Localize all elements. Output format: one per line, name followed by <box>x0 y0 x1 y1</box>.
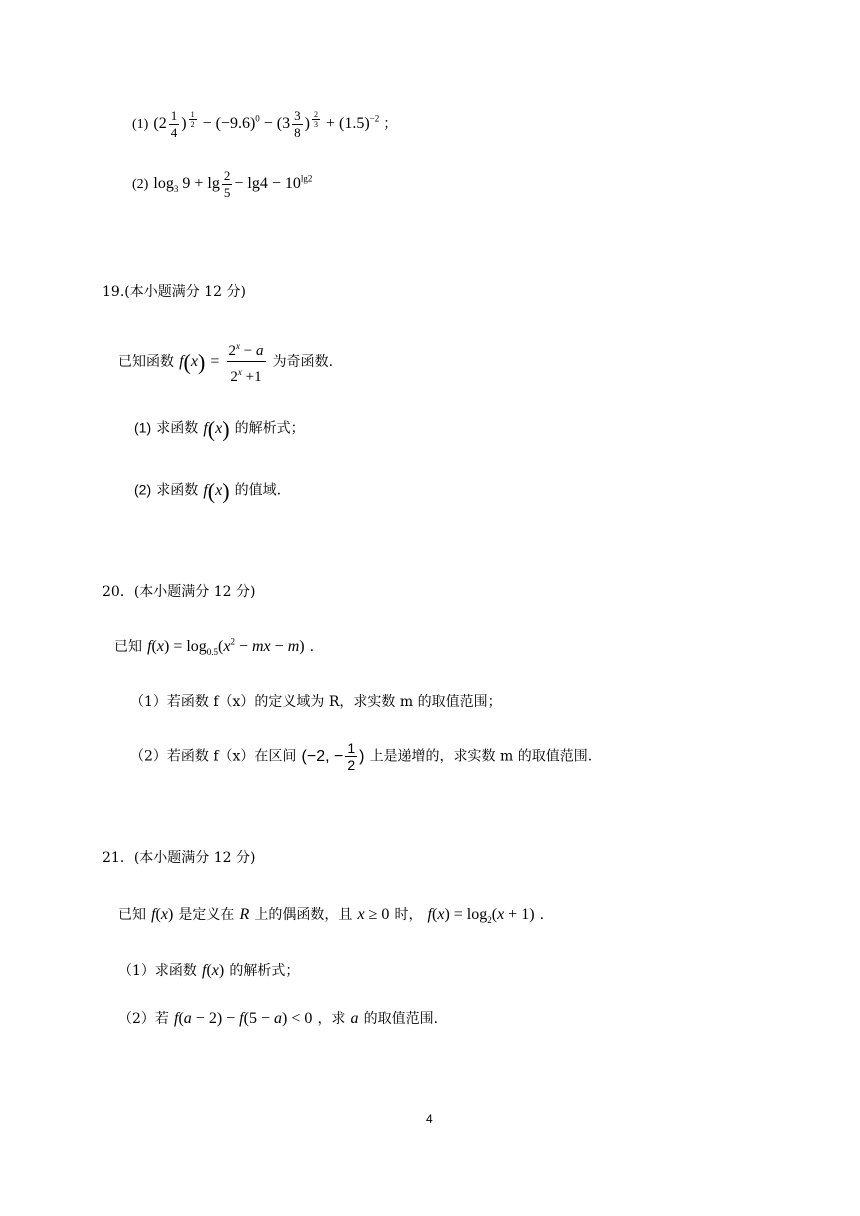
q21-condition: x ≥ 0 <box>357 906 390 923</box>
q19-part1-text-pre: 求函数 <box>156 420 199 437</box>
q20-heading: 20．(本小题满分 12 分) <box>102 584 256 600</box>
q18-part1-semicolon: ； <box>383 116 398 133</box>
q18-part2-expression: $\log_3 9 + \lg$ $\frac{2}{5}$ − $\lg 4 - 10^{lg2}$ <box>153 168 313 200</box>
q21-part2 <box>118 1008 438 1029</box>
q19-part1-f: f(x) <box>203 416 230 441</box>
q18-part2-label: (2) <box>132 177 149 193</box>
q21-part1-pre: （1）求函数 <box>118 963 197 979</box>
q21-set-R: R <box>239 906 250 923</box>
q19-part2-f: f(x) <box>203 478 230 503</box>
q19-part2 <box>134 478 281 504</box>
q20-part1: （1）若函数 f（x）的定义域为 R，求实数 m 的取值范围； <box>130 694 502 710</box>
q21-part1 <box>118 960 299 981</box>
q21-part2-post: 的取值范围. <box>363 1011 439 1027</box>
q21-intro-end: . <box>539 907 545 923</box>
q18-part1 <box>132 108 397 141</box>
q21-definition: $f(x) = \log_2(x + 1)$ <box>427 906 535 926</box>
q19-part1 <box>134 416 305 442</box>
q21-variable-a: a <box>350 1010 359 1027</box>
q21-inequality: f(a − 2) − f(5 − a) < 0 <box>174 1010 313 1027</box>
q20-intro-post: . <box>309 639 315 655</box>
q19-part1-label: (1) <box>134 419 152 436</box>
q18-part2 <box>132 168 312 201</box>
q20-interval: (−2, − $\frac{1}{2}$ ) <box>301 740 365 773</box>
q21-part2-mid: ，求 <box>317 1011 346 1027</box>
q20-intro-pre: 已知 <box>114 639 142 655</box>
q19-intro-pre: 已知函数 <box>118 354 174 370</box>
q19-intro: 已知函数 f(x) = $\frac{2^x - a}{2^x +1}$ 为奇函数. <box>118 336 333 387</box>
q19-function-f: f(x) <box>179 349 206 375</box>
q21-part2-pre: （2）若 <box>118 1011 169 1027</box>
q21-fx: f(x) <box>151 906 174 923</box>
q18-part1-label: (1) <box>132 117 149 133</box>
q20-part2-post: 上是递增的，求实数 m 的取值范围. <box>369 748 593 765</box>
q21-intro <box>118 904 544 925</box>
q21-intro-text-d: 时， <box>394 907 423 923</box>
q21-part1-fx: f(x) <box>202 962 225 979</box>
q20-part2 <box>130 740 592 773</box>
q20-part2-pre: （2）若函数 f（x）在区间 <box>130 748 297 765</box>
q19-part2-label: (2) <box>134 481 152 498</box>
q20-intro <box>114 636 314 657</box>
page-number: 4 <box>426 1112 433 1126</box>
q18-part1-expression: (2 $\frac{1}{4}$ ) $^{\frac{1}{2}}$ − $(-9.6)^0 - (3$ $\frac{3}{8}$ ) $^{\frac{2}{3}}$ + $(1.5)^{-2}$ <box>153 108 380 140</box>
q20-function-def: $f(x) = \log_{0.5}(x^2$ − mx − m) <box>147 636 305 658</box>
q19-heading: 19.(本小题满分 12 分) <box>102 284 246 300</box>
q19-part1-text-post: 的解析式； <box>234 420 305 437</box>
q19-part2-text-pre: 求函数 <box>156 482 199 499</box>
q19-part2-text-post: 的值域. <box>234 482 282 499</box>
q19-intro-post: 为奇函数. <box>272 354 334 370</box>
q21-intro-text-a: 已知 <box>118 907 146 923</box>
q21-intro-text-b: 是定义在 <box>178 907 235 923</box>
q21-heading: 21．(本小题满分 12 分) <box>102 850 256 866</box>
q19-fraction: $\frac{2^x - a}{2^x +1}$ <box>227 336 266 387</box>
q21-intro-text-c: 上的偶函数，且 <box>254 907 353 923</box>
q21-part1-post: 的解析式； <box>229 963 300 979</box>
